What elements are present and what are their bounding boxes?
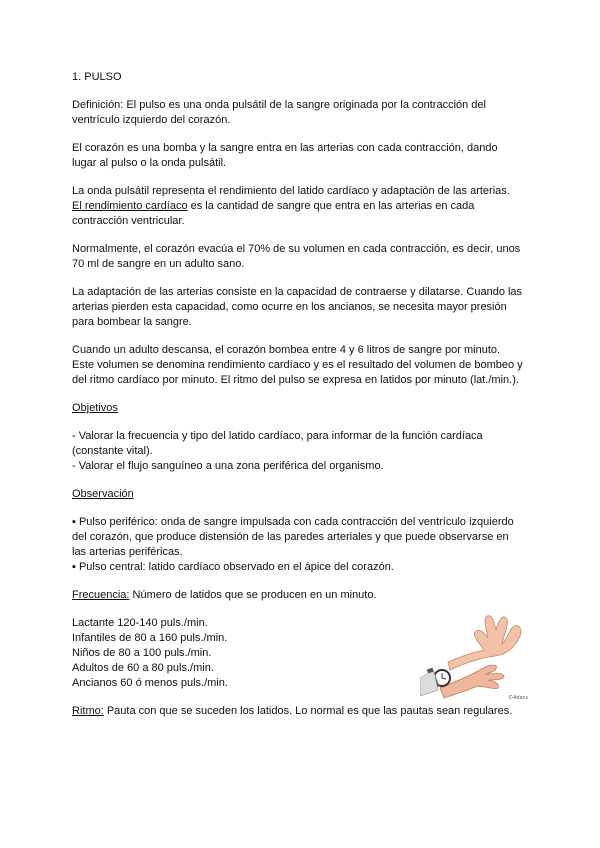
- objetivo-item: - Valorar el flujo sanguíneo a una zona periférica del organismo.: [72, 460, 384, 472]
- frecuencia-label: Frecuencia:: [72, 589, 130, 601]
- section-title: 1. PULSO: [72, 71, 122, 83]
- onda-definition: es la cantidad de sangre que entra en las arterias en cada contracción ventricular.: [72, 200, 475, 227]
- rendimiento-term: El rendimiento cardíaco: [72, 200, 188, 212]
- observacion-item: ▪ Pulso central: latido cardíaco observado en el ápice del corazón.: [72, 561, 394, 573]
- bomba-paragraph: El corazón es una bomba y la sangre entra en las arterias con cada contracción, dando lugar al pulso o la onda pulsátil.: [72, 142, 498, 169]
- frecuencia-item: Ancianos 60 ó menos puls./min.: [72, 677, 228, 689]
- frecuencia-item: Lactante 120-140 puls./min.: [72, 617, 208, 629]
- normal-paragraph: Normalmente, el corazón evacúa el 70% de su volumen en cada contracción, es decir, unos 70 ml de sangre en un adulto sano.: [72, 243, 521, 270]
- ritmo-text: Pauta con que se suceden los latidos. Lo normal es que las pautas sean regulares.: [103, 705, 513, 717]
- descanso-paragraph: Cuando un adulto descansa, el corazón bombea entre 4 y 6 litros de sangre por minuto. Este volumen se denomina rendimiento cardíaco y es el resultado del volumen de bombeo y del ritmo cardíaco por minuto. El ritmo del pulso se expresa en latidos por minuto (lat./min.).: [72, 344, 523, 386]
- frecuencia-paragraph: [72, 588, 524, 603]
- frecuencia-text: Número de latidos que se producen en un minuto.: [129, 589, 377, 601]
- pulse-check-illustration: [420, 608, 530, 703]
- definition-paragraph: Definición: El pulso es una onda pulsátil de la sangre originada por la contracción del ventrículo izquierdo del corazón.: [72, 99, 486, 126]
- frecuencia-item: Niños de 80 a 100 puls./min.: [72, 647, 212, 659]
- frecuencia-item: Infantiles de 80 a 160 puls./min.: [72, 632, 228, 644]
- frecuencia-item: Adultos de 60 a 80 puls./min.: [72, 662, 214, 674]
- onda-sentence: La onda pulsátil representa el rendimiento del latido cardíaco y adaptación de las arterias.: [72, 185, 510, 197]
- figure-credit: ©Adecs: [508, 695, 528, 701]
- observacion-item: ▪ Pulso periférico: onda de sangre impulsada con cada contracción del ventrículo izquierdo del corazón, que produce distensión de las paredes arteriales y que puede observarse en las arterias periféricas.: [72, 516, 514, 558]
- ritmo-label: Ritmo:: [72, 705, 104, 717]
- adaptacion-paragraph: La adaptación de las arterias consiste en la capacidad de contraerse y dilatarse. Cuando las arterias pierden esta capacidad, como ocurre en los ancianos, se necesita mayor presión para bombear la sangre.: [72, 286, 523, 328]
- onda-paragraph: [72, 184, 524, 229]
- objetivos-heading: Objetivos: [72, 402, 118, 414]
- objetivo-item: - Valorar la frecuencia y tipo del latido cardíaco, para informar de la función cardíaca (constante vital).: [72, 430, 483, 457]
- hands-wrist-icon: [420, 608, 530, 703]
- observacion-heading: Observación: [72, 488, 134, 500]
- ritmo-paragraph: [72, 704, 524, 719]
